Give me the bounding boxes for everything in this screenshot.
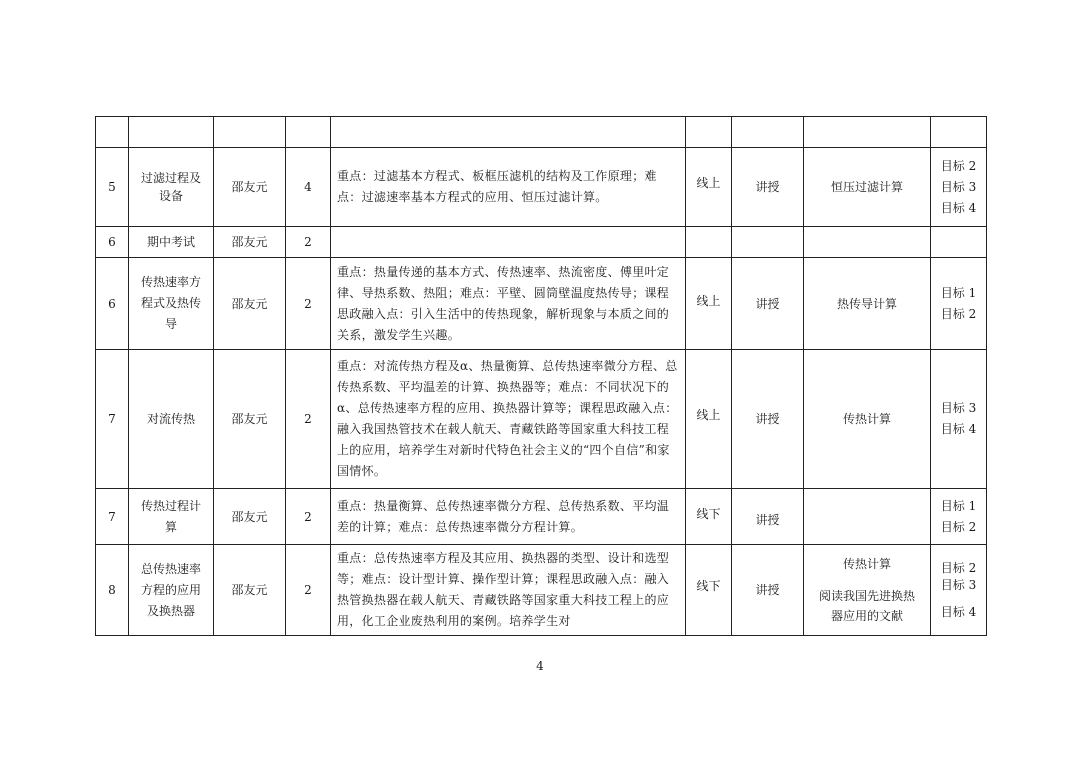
content-cell	[331, 227, 686, 258]
mode-text: 线上	[696, 408, 721, 422]
topic-cell: 期中考试	[129, 227, 214, 258]
goal-text: 目标 2	[940, 519, 977, 534]
mode-cell	[686, 258, 732, 350]
topic-cell: 传热过程计算	[129, 489, 214, 545]
goal-text: 目标 1	[940, 285, 977, 300]
content-cell: 重点：总传热速率方程及其应用、换热器的类型、设计和选型等；难点：设计型计算、操作型计算；课程思政融入点：融入热管换热器在载人航天、青藏铁路等国家重大科技工程上的应用，化工企业废热利用的案例。培养学生对	[331, 545, 686, 636]
method-cell: 讲授	[732, 545, 804, 636]
teacher-cell: 邵友元	[214, 545, 286, 636]
content-cell: 重点：热量衡算、总传热速率微分方程、总传热系数、平均温差的计算；难点：总传热速率微分方程计算。	[331, 489, 686, 545]
method-cell: 讲授	[732, 258, 804, 350]
teacher-cell: 邵友元	[214, 489, 286, 545]
content-cell: 重点：过滤基本方程式、板框压滤机的结构及工作原理；难点：过滤速率基本方程式的应用、恒压过滤计算。	[331, 148, 686, 227]
table-row	[96, 258, 987, 350]
topic-cell: 总传热速率方程的应用及换热器	[129, 545, 214, 636]
goal-text: 目标 3	[940, 577, 977, 592]
empty-header-row	[96, 117, 987, 148]
goal-text: 目标 1	[940, 498, 977, 513]
table-row	[96, 148, 987, 227]
week-cell: 7	[96, 350, 129, 489]
method-cell: 讲授	[732, 148, 804, 227]
task-cell	[804, 545, 931, 636]
goal-text: 目标 3	[940, 401, 977, 415]
page-number: 4	[536, 659, 544, 673]
goals-cell	[931, 545, 987, 636]
hours-cell: 2	[286, 227, 331, 258]
goal-text: 目标 4	[940, 200, 977, 215]
content-cell: 重点：热量传递的基本方式、传热速率、热流密度、傅里叶定律、导热系数、热阻；难点：平壁、圆筒壁温度热传导；课程思政融入点：引入生活中的传热现象，解析现象与本质之间的关系，激发学生兴趣。	[331, 258, 686, 350]
mode-text: 线下	[696, 579, 721, 593]
topic-cell: 对流传热	[129, 350, 214, 489]
week-cell: 8	[96, 545, 129, 636]
goals-cell	[931, 148, 987, 227]
goals-cell	[931, 227, 987, 258]
week-cell: 7	[96, 489, 129, 545]
table-row	[96, 545, 987, 636]
hours-cell: 2	[286, 350, 331, 489]
task-cell	[804, 350, 931, 489]
hours-cell: 2	[286, 489, 331, 545]
teacher-cell: 邵友元	[214, 350, 286, 489]
table-row	[96, 350, 987, 489]
goal-text: 目标 2	[940, 306, 977, 321]
task-cell	[804, 489, 931, 545]
goals-cell	[931, 489, 987, 545]
table-row	[96, 489, 987, 545]
task-cell	[804, 148, 931, 227]
week-cell: 6	[96, 258, 129, 350]
content-cell: 重点：对流传热方程及α、热量衡算、总传热速率微分方程、总传热系数、平均温差的计算、换热器等；难点：不同状况下的α、总传热速率方程的应用、换热器计算等；课程思政融入点：融入我国热管技术在载人航天、青藏铁路等国家重大科技工程上的应用，培养学生对新时代特色社会主义的“四个自信”和家国情怀。	[331, 350, 686, 489]
task-text: 传热计算	[842, 557, 891, 571]
goals-cell	[931, 258, 987, 350]
topic-cell: 传热速率方程式及热传导	[129, 258, 214, 350]
table-row	[96, 227, 987, 258]
course-schedule-table	[95, 116, 987, 636]
hours-cell: 4	[286, 148, 331, 227]
hours-cell: 2	[286, 545, 331, 636]
teacher-cell: 邵友元	[214, 148, 286, 227]
week-cell: 5	[96, 148, 129, 227]
goal-text: 目标 3	[940, 179, 977, 194]
teacher-cell: 邵友元	[214, 258, 286, 350]
mode-cell	[686, 545, 732, 636]
mode-cell	[686, 148, 732, 227]
goals-cell	[931, 350, 987, 489]
task-text: 热传导计算	[836, 296, 897, 311]
task-text: 传热计算	[842, 412, 891, 426]
goal-text: 目标 4	[940, 422, 977, 436]
teacher-cell: 邵友元	[214, 227, 286, 258]
mode-text: 线上	[696, 176, 721, 190]
method-text: 讲授	[755, 512, 780, 527]
topic-cell: 过滤过程及设备	[129, 148, 214, 227]
hours-cell: 2	[286, 258, 331, 350]
mode-cell	[686, 350, 732, 489]
mode-cell	[686, 227, 732, 258]
week-cell: 6	[96, 227, 129, 258]
goal-text: 目标 2	[940, 560, 977, 575]
task-text: 阅读我国先进换热器应用的文献	[818, 589, 915, 623]
goal-text: 目标 2	[940, 158, 977, 173]
mode-cell	[686, 489, 732, 545]
task-cell	[804, 258, 931, 350]
goal-text: 目标 4	[940, 604, 977, 619]
method-cell: 讲授	[732, 350, 804, 489]
task-text: 恒压过滤计算	[830, 180, 903, 194]
method-cell	[732, 227, 804, 258]
task-cell	[804, 227, 931, 258]
mode-text: 线上	[696, 293, 721, 308]
method-cell	[732, 489, 804, 545]
mode-text: 线下	[696, 506, 721, 521]
